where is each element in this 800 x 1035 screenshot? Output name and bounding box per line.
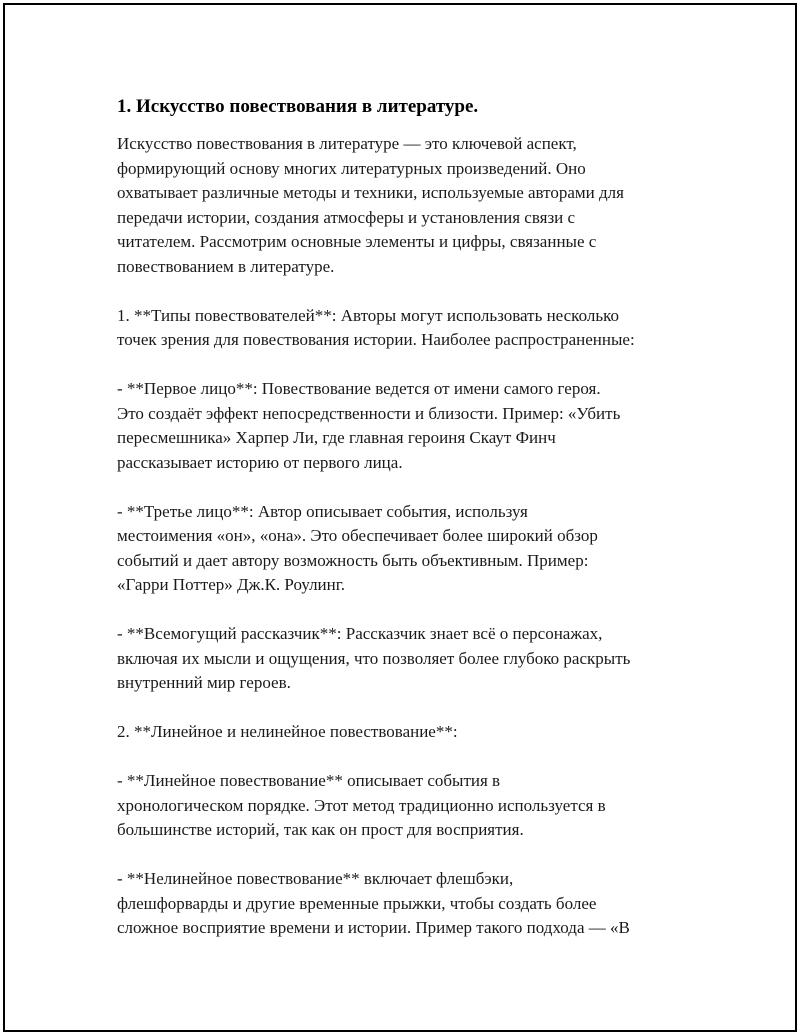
nonlinear-narration-item: - **Нелинейное повествование** включает флешбэки, флешфорварды и другие временные прыжки, чтобы создать более сложное восприятие времени и истории. Пример такого подхода — «В (117, 869, 630, 937)
first-person-item: - **Первое лицо**: Повествование ведется от имени самого героя. Это создаёт эффект непосредственности и близости. Пример: «Убить пересмешника» Харпер Ли, где главная героиня Скаут Финч рассказывает историю от первого лица. (117, 379, 621, 472)
intro-paragraph: Искусство повествования в литературе — это ключевой аспект, формирующий основу многих литературных произведений. Оно охватывает различные методы и техники, используемые авторами для передачи истории, создания атмосферы и установления связи с читателем. Рассмотрим основные элементы и цифры, связанные с повествованием в литературе. (117, 134, 624, 276)
paragraph-spacer (117, 745, 717, 770)
paragraph-spacer (117, 598, 717, 623)
paragraph-spacer (117, 475, 717, 500)
linear-nonlinear-heading: 2. **Линейное и нелинейное повествование**: (117, 722, 458, 741)
paragraph-spacer (117, 696, 717, 721)
omniscient-narrator-item: - **Всемогущий рассказчик**: Рассказчик знает всё о персонажах, включая их мысли и ощущения, что позволяет более глубоко раскрыть внутренний мир героев. (117, 624, 631, 692)
paragraph-spacer (117, 353, 717, 378)
linear-narration-item: - **Линейное повествование** описывает события в хронологическом порядке. Этот метод традиционно используется в большинстве историй, так как он прост для восприятия. (117, 771, 606, 839)
narrator-types-paragraph: 1. **Типы повествователей**: Авторы могут использовать несколько точек зрения для повествования истории. Наиболее распространенные: (117, 305, 635, 349)
paragraph-spacer (117, 279, 717, 304)
document-body (117, 94, 717, 941)
third-person-item: - **Третье лицо**: Автор описывает события, используя местоимения «он», «она». Это обеспечивает более широкий обзор событий и дает автору возможность быть объективным. Пример: «Гарри Поттер» Дж.К. Роулинг. (117, 501, 598, 594)
section-title: 1. Искусство повествования в литературе. (117, 96, 479, 117)
paragraph-spacer (117, 843, 717, 868)
